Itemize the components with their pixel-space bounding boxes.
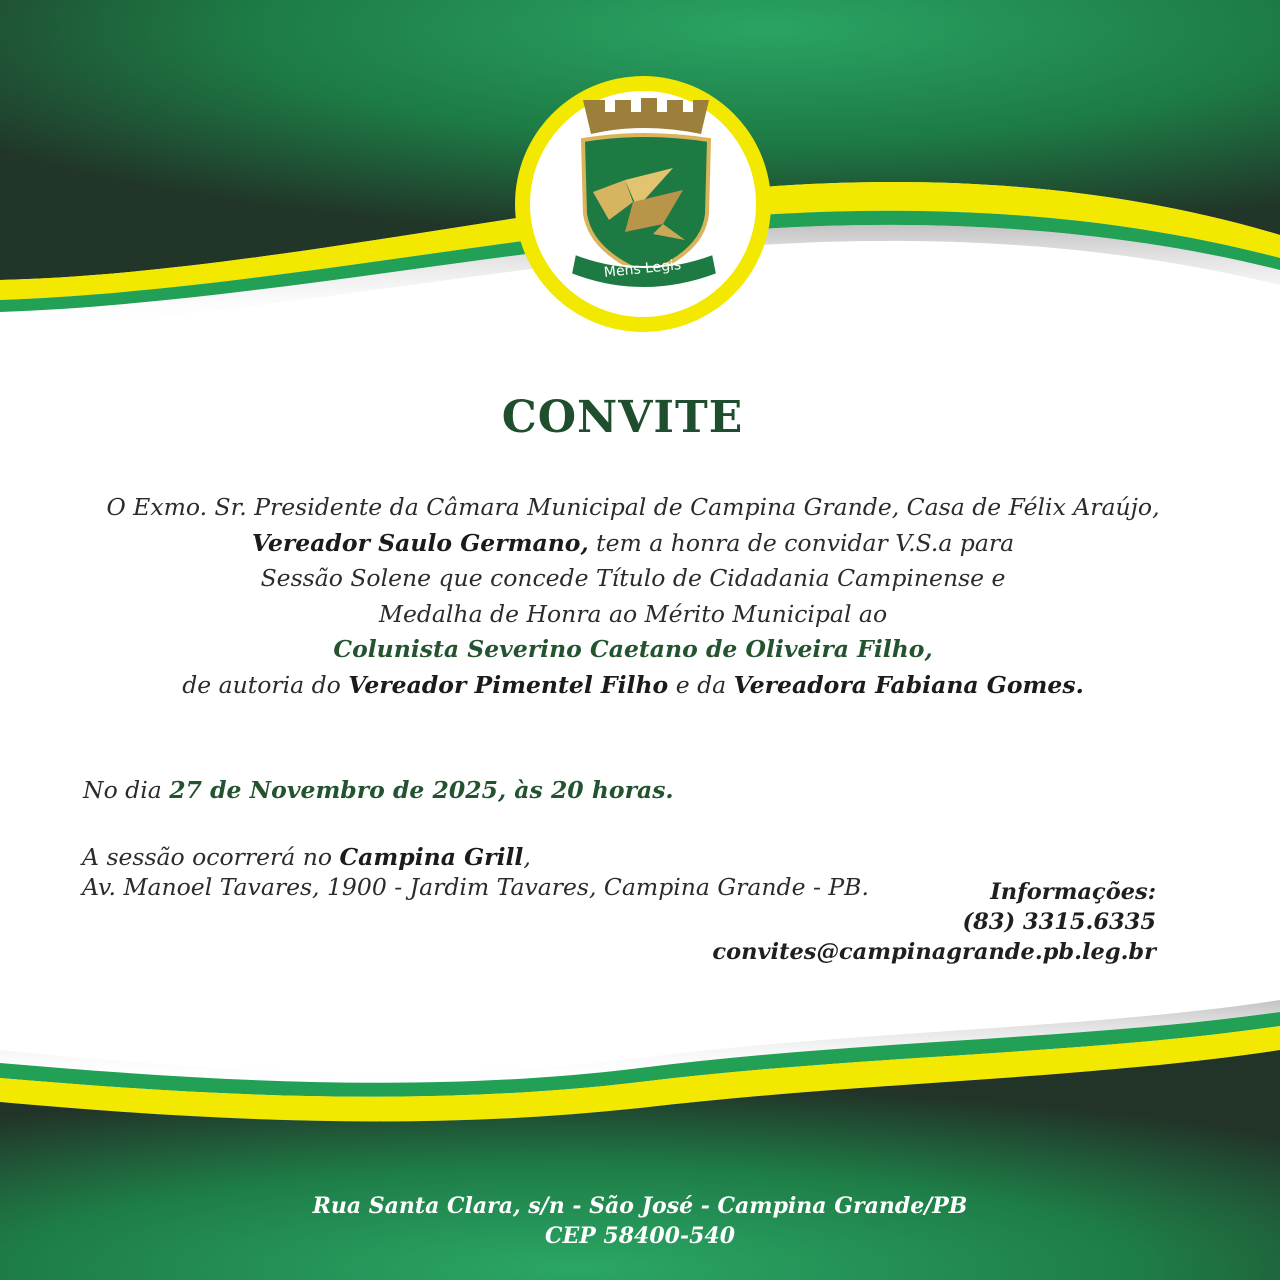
footer-street: Rua Santa Clara, s/n - São José - Campina Grande/PB [312, 1193, 968, 1219]
city-council-crest [513, 74, 773, 334]
contact-phone: (83) 3315.6335 [962, 909, 1156, 935]
invitation-line: Medalha de Honra ao Mérito Municipal ao [378, 599, 888, 628]
event-date-value: 27 de Novembro de 2025, às 20 horas. [169, 776, 674, 804]
invitation-line: de autoria do Vereador Pimentel Filho e da Vereadora Fabiana Gomes. [182, 670, 1084, 699]
author-name: Vereadora Fabiana Gomes. [733, 670, 1084, 699]
honoree-name: Colunista Severino Caetano de Oliveira Filho, [333, 635, 933, 663]
contact-email: convites@campinagrande.pb.leg.br [712, 939, 1156, 965]
event-date: No dia 27 de Novembro de 2025, às 20 horas. [83, 776, 674, 804]
venue-name: Campina Grill [339, 843, 524, 871]
contact-label: Informações: [990, 879, 1156, 905]
host-name: Vereador Saulo Germano, [251, 528, 589, 557]
invitation-line: Sessão Solene que concede Título de Cidadania Campinense e [260, 564, 1006, 592]
page-title: CONVITE [501, 392, 744, 443]
motto-text: Mens Legis [603, 257, 682, 282]
author-name: Vereador Pimentel Filho [348, 670, 669, 699]
footer-address [0, 1191, 1280, 1251]
venue-address: Av. Manoel Tavares, 1900 - Jardim Tavares, Campina Grande - PB. [82, 873, 869, 901]
event-venue: A sessão ocorrerá no Campina Grill, Av. Manoel Tavares, 1900 - Jardim Tavares, Campina Grande - PB. [82, 843, 869, 901]
invitation-line: Vereador Saulo Germano, tem a honra de convidar V.S.a para [251, 528, 1015, 557]
contact-info [712, 877, 1156, 967]
invitation-body [0, 490, 1266, 703]
footer-cep: CEP 58400-540 [544, 1223, 736, 1249]
invitation-line: O Exmo. Sr. Presidente da Câmara Municipal de Campina Grande, Casa de Félix Araújo, [106, 493, 1160, 521]
